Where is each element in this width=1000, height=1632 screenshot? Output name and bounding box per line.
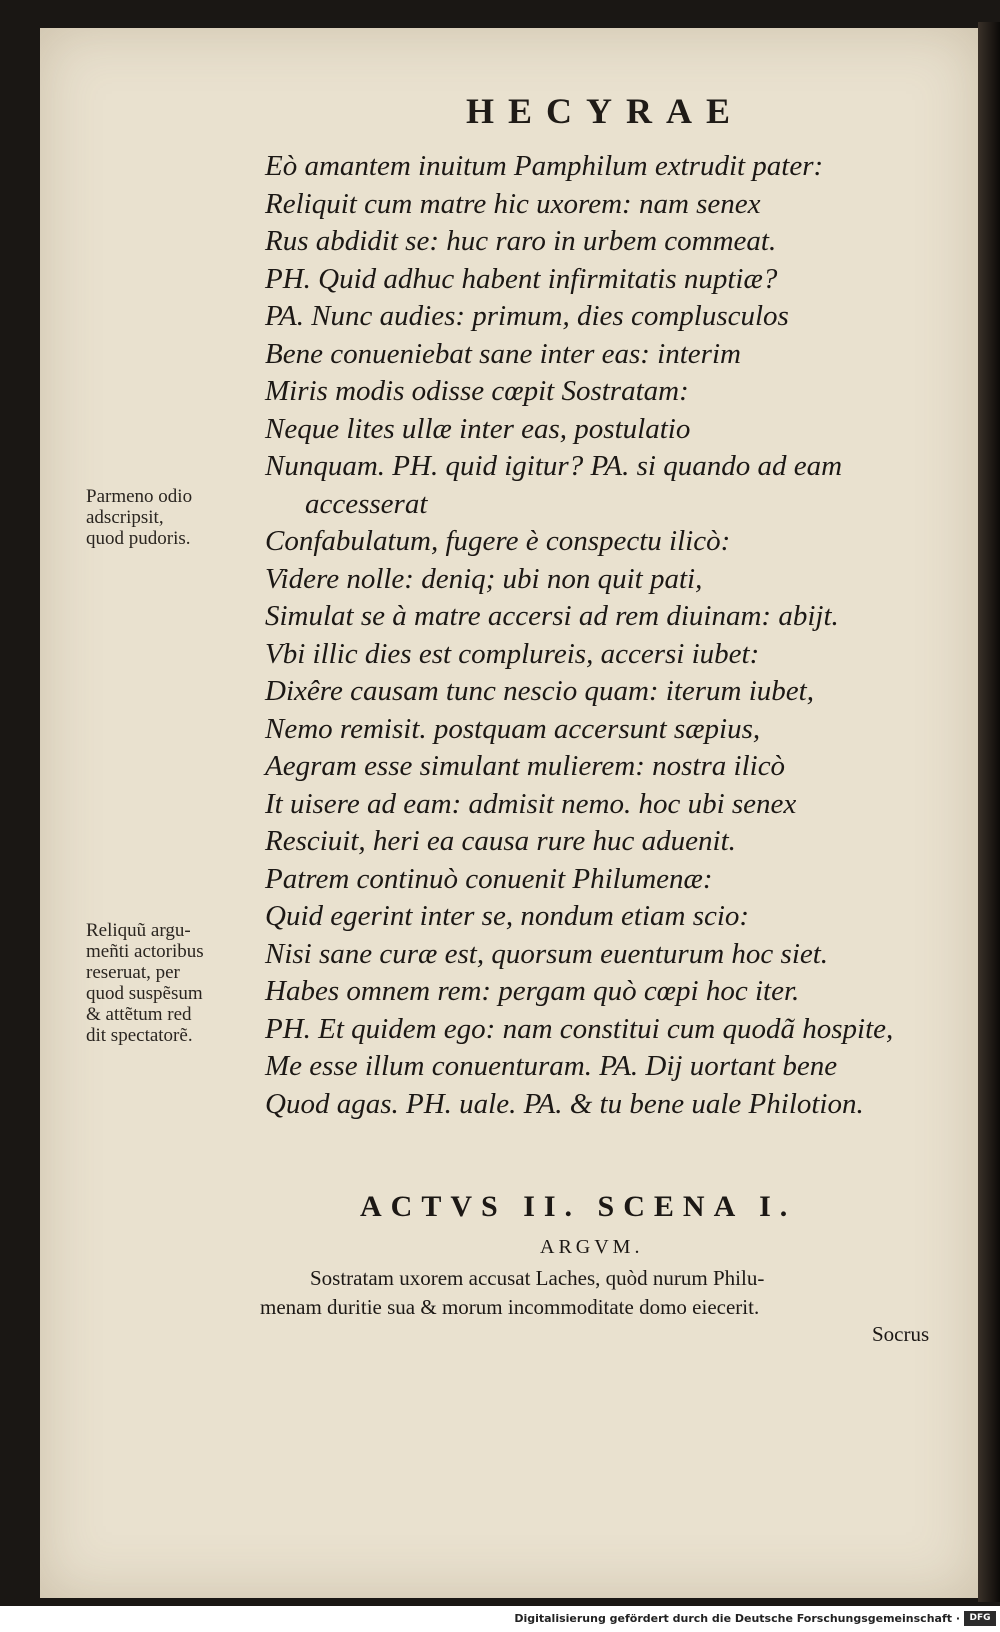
verse-line: Miris modis odisse cœpit Sostratam: [265, 375, 689, 407]
verse-line: PH. Et quidem ego: nam constitui cum quodã hospite, [265, 1012, 894, 1045]
verse-line: Nemo remisit. postquam accersunt sæpius, [265, 712, 761, 745]
argument-line: menam duritie sua & morum incommoditate domo eiecerit. [260, 1295, 760, 1319]
book-spine [978, 22, 1000, 1602]
verse-line: Confabulatum, fugere è conspectu ilicò: [265, 525, 731, 557]
verse-line: Reliquit cum matre hic uxorem: nam senex [265, 187, 761, 220]
gloss-line: Parmeno odio [86, 486, 193, 507]
footer-bar [0, 1606, 1000, 1632]
marginal-gloss [86, 486, 192, 549]
gloss-line: & attẽtum red [86, 1004, 192, 1025]
verse-line: Nunquam. PH. quid igitur? PA. si quando ad eam [265, 450, 843, 482]
argument-line: Sostratam uxorem accusat Laches, quòd nurum Philu- [310, 1266, 765, 1290]
verse-line: Bene conueniebat sane inter eas: interim [265, 337, 741, 370]
gloss-line: dit spectatorẽ. [86, 1025, 193, 1046]
gloss-line: adscripsit, [86, 507, 164, 528]
gloss-line: Reliquũ argu- [86, 920, 191, 941]
catchword: Socrus [872, 1322, 930, 1346]
dfg-logo: DFG [964, 1611, 996, 1626]
verse-line: Resciuit, heri ea causa rure huc aduenit. [265, 825, 736, 857]
verse-line: Rus abdidit se: huc raro in urbem commeat. [265, 225, 777, 257]
marginal-gloss [86, 920, 204, 1046]
running-head: HECYRAE [466, 91, 745, 131]
verse-line-continuation: accesserat [305, 487, 428, 520]
verse-line: Vbi illic dies est complureis, accersi iubet: [265, 637, 760, 670]
verse-line: Videre nolle: deniq; ubi non quit pati, [265, 562, 703, 595]
funding-credit: Digitalisierung gefördert durch die Deutsche Forschungsgemeinschaft · [514, 1612, 960, 1625]
verse-line: PA. Nunc audies: primum, dies complusculos [265, 300, 789, 332]
verse-line: Habes omnem rem: pergam quò cœpi hoc iter. [265, 975, 800, 1007]
verse-line: Dixêre causam tunc nescio quam: iterum iubet, [265, 675, 814, 707]
verse-line: Patrem continuò conuenit Philumenæ: [265, 862, 713, 895]
act-scene-heading: ACTVS II. SCENA I. [360, 1190, 797, 1223]
verse-text [265, 148, 965, 1123]
verse-line: PH. Quid adhuc habent infirmitatis nuptiæ? [265, 262, 778, 295]
gloss-line: reseruat, per [86, 962, 180, 983]
verse-line: Neque lites ullæ inter eas, postulatio [265, 412, 691, 445]
verse-line: Eò amantem inuitum Pamphilum extrudit pater: [265, 150, 824, 182]
gloss-line: quod suspẽsum [86, 983, 203, 1004]
argument-text [260, 1264, 960, 1322]
verse-line: Nisi sane curæ est, quorsum euenturum hoc siet. [265, 937, 829, 970]
gloss-line: meñti actoribus [86, 941, 204, 962]
verse-line: It uisere ad eam: admisit nemo. hoc ubi senex [265, 787, 797, 820]
verse-line: Aegram esse simulant mulierem: nostra ilicò [265, 750, 786, 782]
verse-line: Me esse illum conuenturam. PA. Dij uortant bene [265, 1050, 838, 1082]
verse-line: Simulat se à matre accersi ad rem diuinam: abijt. [265, 600, 839, 632]
verse-line: Quod agas. PH. uale. PA. & tu bene uale Philotion. [265, 1087, 864, 1120]
argument-heading: ARGVM. [540, 1236, 644, 1258]
gloss-line: quod pudoris. [86, 528, 191, 549]
verse-line: Quid egerint inter se, nondum etiam scio: [265, 900, 750, 932]
